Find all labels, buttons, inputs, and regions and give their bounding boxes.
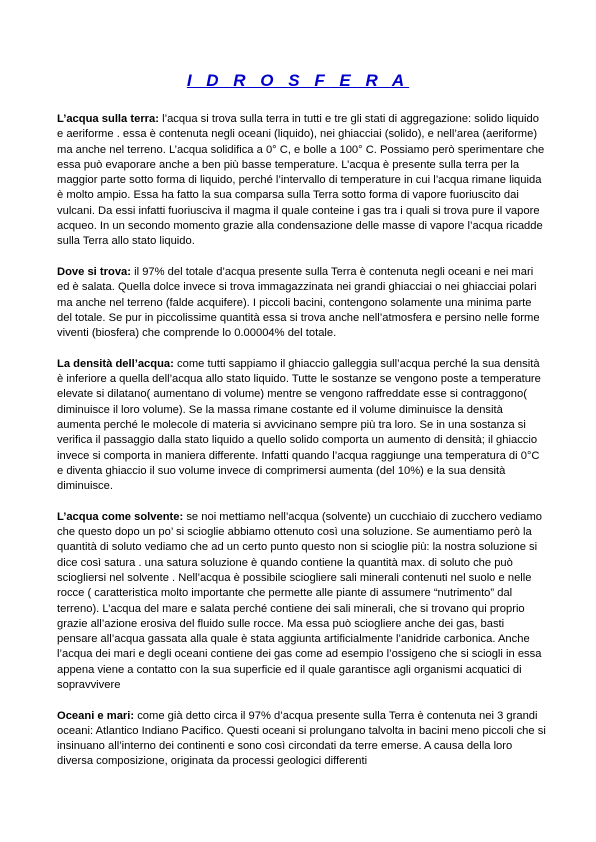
- section-heading: L’acqua sulla terra:: [57, 113, 159, 125]
- section-oceani-mari: [57, 709, 547, 770]
- section-heading: Dove si trova:: [57, 265, 131, 278]
- section-text: come già detto circa il 97% d’acqua presente sulla Terra è contenuta nei 3 grandi oceani: Atlantico Indiano Pacifico. Questi oceani si prolungano talvolta in bacini meno piccoli che si insinuano all’interno dei continenti e sono così circondati da terre emerse. A causa della loro diversa composizione, originata da processi geologici differenti: [57, 709, 546, 768]
- section-dove-si-trova: [57, 265, 547, 341]
- section-heading: L’acqua come solvente:: [57, 510, 184, 523]
- section-heading: La densità dell’acqua:: [57, 357, 174, 370]
- section-heading: Oceani e mari:: [57, 709, 135, 722]
- section-text: se noi mettiamo nell’acqua (solvente) un cucchiaio di zucchero vediamo che questo dopo un po’ si scioglie abbiamo ottenuto così una soluzione. Se aumentiamo però la quantità di soluto vediamo che ad un certo punto questo non si scioglie più: la nostra soluzione si dice così satura . una satura soluzione è quando contiene la quantità max. di soluto che può sciogliersi nel solvente . Nell’acqua è possibile sciogliere sali minerali contenuti nel suolo e nelle rocce ( caratteristica molto importante che permette alle piante di assumere “nutrimento” dal terreno). L’acqua del mare e salata perché contiene dei sali minerali, che si trovano qui proprio grazie all’azione erosiva del fluido sulle rocce. Ma essa può sciogliere anche dei gas, basti pensare all’acqua gassata alla quale è stata aggiunta artificialmente l’anidride carbonica. Anche l’acqua dei mari e degli oceani contiene dei gas come ad esempio l’ossigeno che si sciogli in essa appena viene a contatto con la sua superficie ed il quale garantisce agli organismi acquatici di sopravvivere: [57, 510, 543, 691]
- section-text: il 97% del totale d’acqua presente sulla Terra è contenuta negli oceani e nei mari ed è salata. Quella dolce invece si trova immagazzinata nei grandi ghiacciai o nei ghiacciai polari ma anche nel terreno (falde acquifere). I piccoli bacini, contengono solamente una minima parte del totale. Se pur in piccolissime quantità essa si trova anche nell’atmosfera e persino nelle forme viventi (biosfera) che comprende lo 0.00004% del totale.: [57, 265, 540, 340]
- section-acqua-sulla-terra: [57, 112, 547, 250]
- section-text: l’acqua si trova sulla terra in tutti e tre gli stati di aggregazione: solido liquido e aeriforme . essa è contenuta negli oceani (liquido), nei ghiacciai (solido), e nell’area (aeriforme) ma anche nel terreno. L’acqua solidifica a 0° C, e bolle a 100° C. Possiamo però sperimentare che essa può evaporare anche a ben più basse temperature. L’acqua è presente sulla terra per la maggior parte sotto forma di liquido, perché l’intervallo di temperature in cui l’acqua rimane liquida è molto ampio. Essa ha fatto la sua comparsa sulla Terra sotto forma di vapore fuoriuscito dai vulcani. Da essi infatti fuoriusciva il magma il quale conteine i gas tra i quali si trova pure il vapore acqueo. In un secondo momento grazie alla condensazione delle masse di vapore l’acqua ricadde sulla Terra allo stato liquido.: [57, 113, 545, 248]
- document-body: [57, 112, 547, 785]
- document-title: I D R O S F E R A: [186, 71, 410, 90]
- section-densita-acqua: [57, 357, 547, 495]
- section-acqua-solvente: [57, 510, 547, 694]
- section-text: come tutti sappiamo il ghiaccio galleggia sull’acqua perché la sua densità è inferiore a quella dell’acqua allo stato liquido. Tutte le sostanze se vengono poste a temperature elevate si dilatano( aumentano di volume) mentre se vengono raffreddate esse si contraggono( diminuisce il loro volume). Se la massa rimane costante ed il volume diminuisce la densità aumenta perché le molecole di materia si avvicinano sempre più tra loro. Se in una sostanza si verifica il passaggio dalla stato liquido a quello solido comporta un aumento di densità; il ghiaccio invece si comporta in maniera differente. Infatti quando l’acqua raggiunge una temperatura di 0°C e diventa ghiaccio il suo volume invece di comprimersi aumenta (del 10%) e la sua densità diminuisce.: [57, 357, 541, 493]
